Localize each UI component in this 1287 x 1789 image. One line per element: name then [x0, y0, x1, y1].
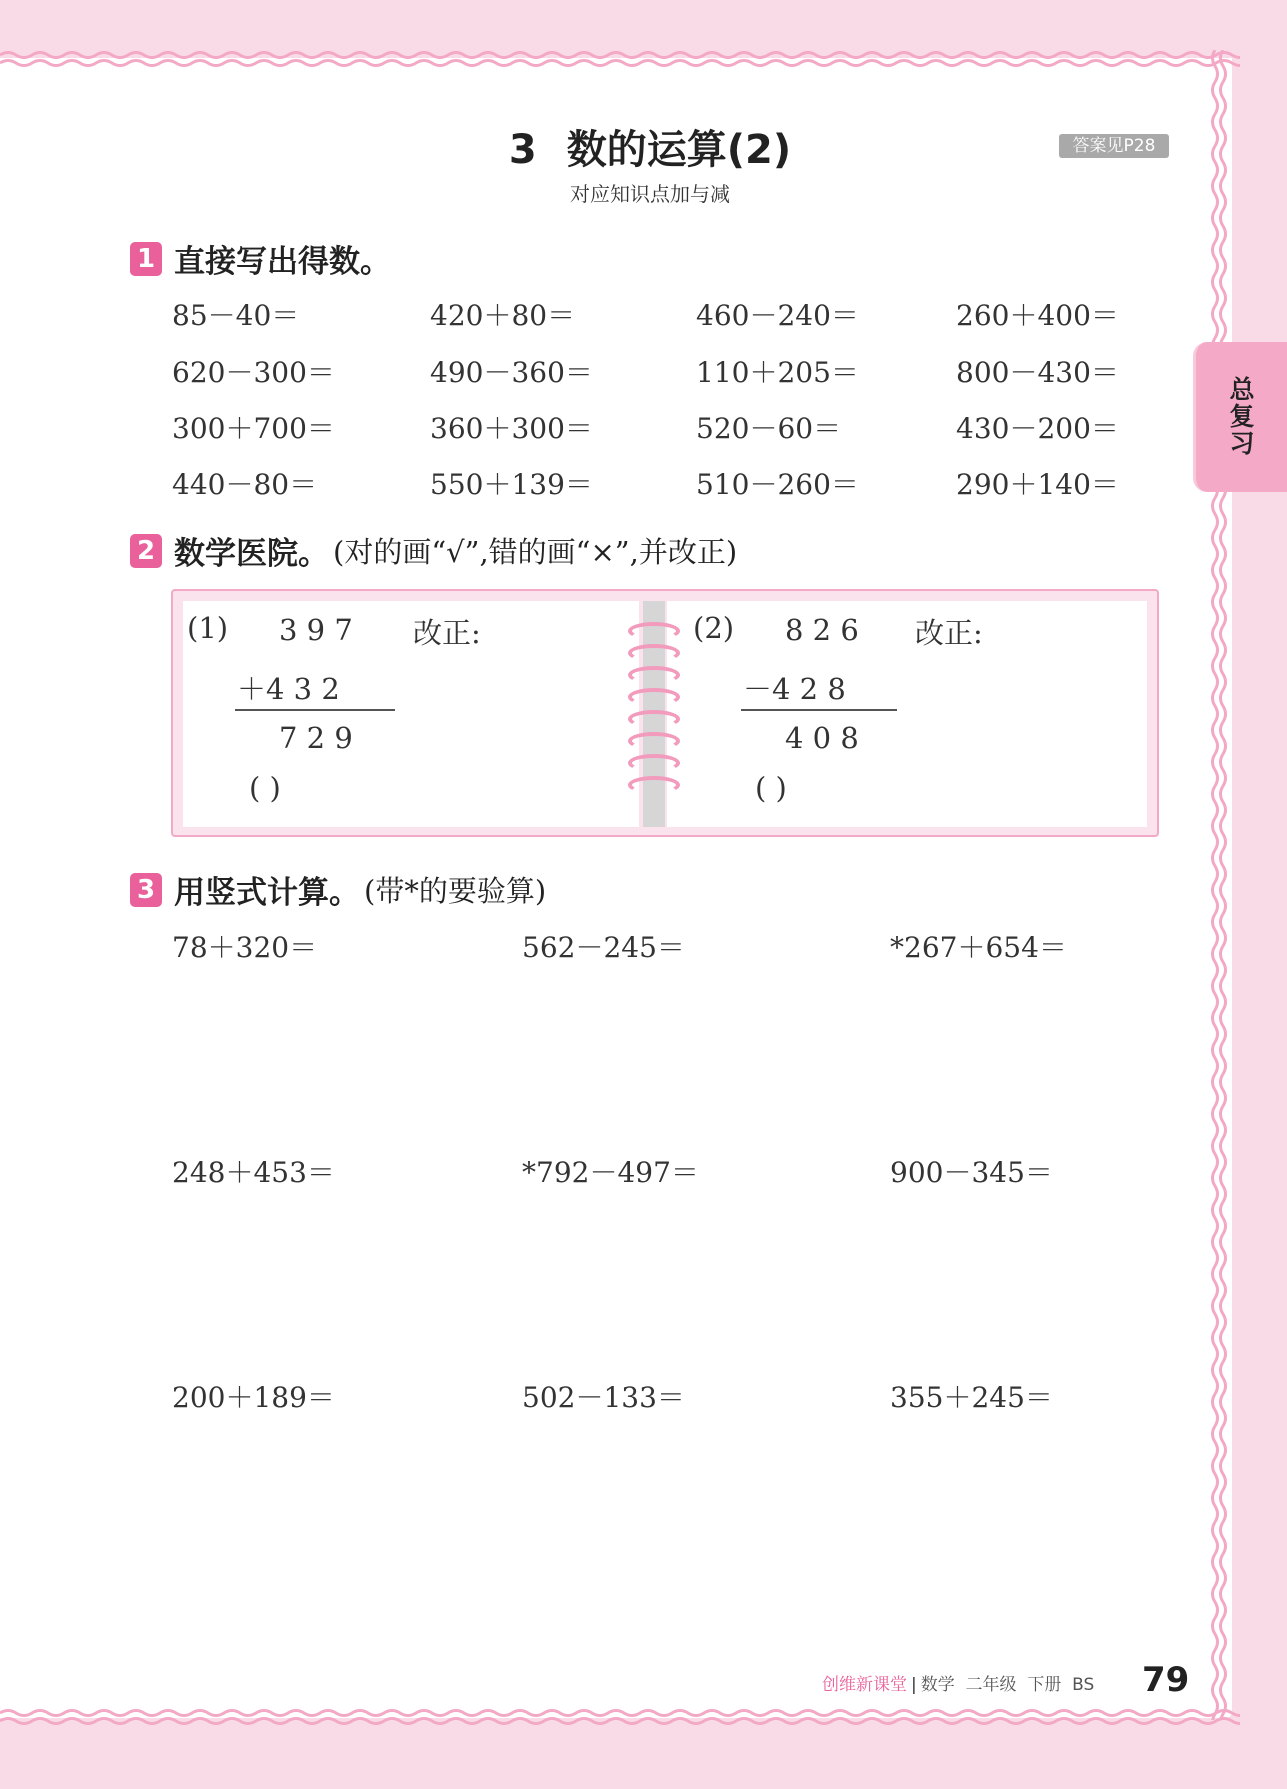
q1-expression: 800－430＝ [956, 356, 1119, 389]
q1-expression: 440－80＝ [172, 468, 318, 501]
math-hospital-box [171, 589, 1159, 837]
q1-expression: 510－260＝ [696, 468, 859, 501]
q1-expression: 360＋300＝ [430, 412, 593, 445]
q1-expression: 520－60＝ [696, 412, 842, 445]
lesson-title: 数的运算(2) [566, 127, 792, 173]
problem-1-judgement-paren: ( ) [249, 771, 281, 805]
problem-2-result: 4 0 8 [785, 721, 859, 755]
question-number-badge: 1 [130, 242, 162, 276]
question-text: 用竖式计算。 [174, 875, 360, 911]
q1-expression: 430－200＝ [956, 412, 1119, 445]
binder-ring [628, 644, 680, 662]
binder-ring [628, 776, 680, 794]
q1-expression: 460－240＝ [696, 299, 859, 332]
page-subtitle: 对应知识点加与减 [570, 182, 730, 206]
side-tab-review [1193, 342, 1287, 492]
q3-expression: 355＋245＝ [890, 1381, 1053, 1414]
question-text: 直接写出得数。 [174, 244, 391, 280]
problem-1-label: (1) [187, 611, 229, 645]
footer-subject: 数学 [920, 1675, 955, 1695]
question-3-heading [130, 867, 546, 912]
q3-expression: 78＋320＝ [172, 931, 318, 964]
q1-expression: 550＋139＝ [430, 468, 593, 501]
footer-volume: 下册 [1027, 1675, 1062, 1695]
question-text: 数学医院。 [174, 536, 329, 572]
footer-grade: 二年级 [965, 1675, 1017, 1695]
q1-expression: 620－300＝ [172, 356, 335, 389]
q3-expression: *792－497＝ [522, 1156, 699, 1189]
q3-expression: 900－345＝ [890, 1156, 1053, 1189]
binder-ring [628, 688, 680, 706]
binder-ring [628, 710, 680, 728]
problem-1-sum-line [235, 709, 395, 711]
problem-2-top-number: 8 2 6 [785, 613, 859, 647]
question-number-badge: 2 [130, 534, 162, 568]
q1-expression: 300＋700＝ [172, 412, 335, 445]
q1-expression: 420＋80＝ [430, 299, 576, 332]
lesson-number: 3 [508, 127, 537, 173]
q3-expression: *267＋654＝ [890, 931, 1067, 964]
problem-1-top-number: 3 9 7 [279, 613, 353, 647]
binder-ring [628, 754, 680, 772]
footer-brand: 创维新课堂 [822, 1675, 907, 1695]
q3-expression: 248＋453＝ [172, 1156, 335, 1189]
q3-expression: 502－133＝ [522, 1381, 685, 1414]
q1-expression: 260＋400＝ [956, 299, 1119, 332]
wavy-bottom-border [0, 1704, 1240, 1730]
binder-ring [628, 666, 680, 684]
page-number: 79 [1142, 1660, 1190, 1700]
question-1-heading [130, 236, 391, 281]
problem-2-operand: －4 2 8 [743, 672, 846, 706]
footer-separator: | [911, 1675, 917, 1695]
q1-expression: 110＋205＝ [696, 356, 859, 389]
footer-edition: BS [1072, 1675, 1095, 1695]
problem-1-operand: ＋4 3 2 [237, 672, 340, 706]
problem-1-fix-label: 改正: [413, 616, 481, 650]
question-number-badge: 3 [130, 873, 162, 907]
problem-2-difference-line [741, 709, 897, 711]
question-note: (带*的要验算) [364, 874, 547, 908]
problem-2-fix-label: 改正: [915, 616, 983, 650]
binder-ring [628, 622, 680, 640]
problem-2-judgement-paren: ( ) [755, 771, 787, 805]
wavy-top-border [0, 46, 1240, 72]
answer-reference-badge: 答案见P28 [1059, 134, 1169, 158]
side-tab-label: 总复习 [1226, 376, 1255, 457]
problem-2-label: (2) [693, 611, 735, 645]
binder-ring [628, 732, 680, 750]
q1-expression: 490－360＝ [430, 356, 593, 389]
problem-1-result: 7 2 9 [279, 721, 353, 755]
wavy-right-border [1206, 50, 1232, 1720]
question-2-heading [130, 528, 737, 573]
page-footer [822, 1670, 1094, 1695]
q1-expression: 85－40＝ [172, 299, 300, 332]
q3-expression: 200＋189＝ [172, 1381, 335, 1414]
q1-expression: 290＋140＝ [956, 468, 1119, 501]
question-note: (对的画“√”,错的画“×”,并改正) [333, 535, 738, 569]
q3-expression: 562－245＝ [522, 931, 685, 964]
notebook-page-right [667, 601, 1147, 827]
